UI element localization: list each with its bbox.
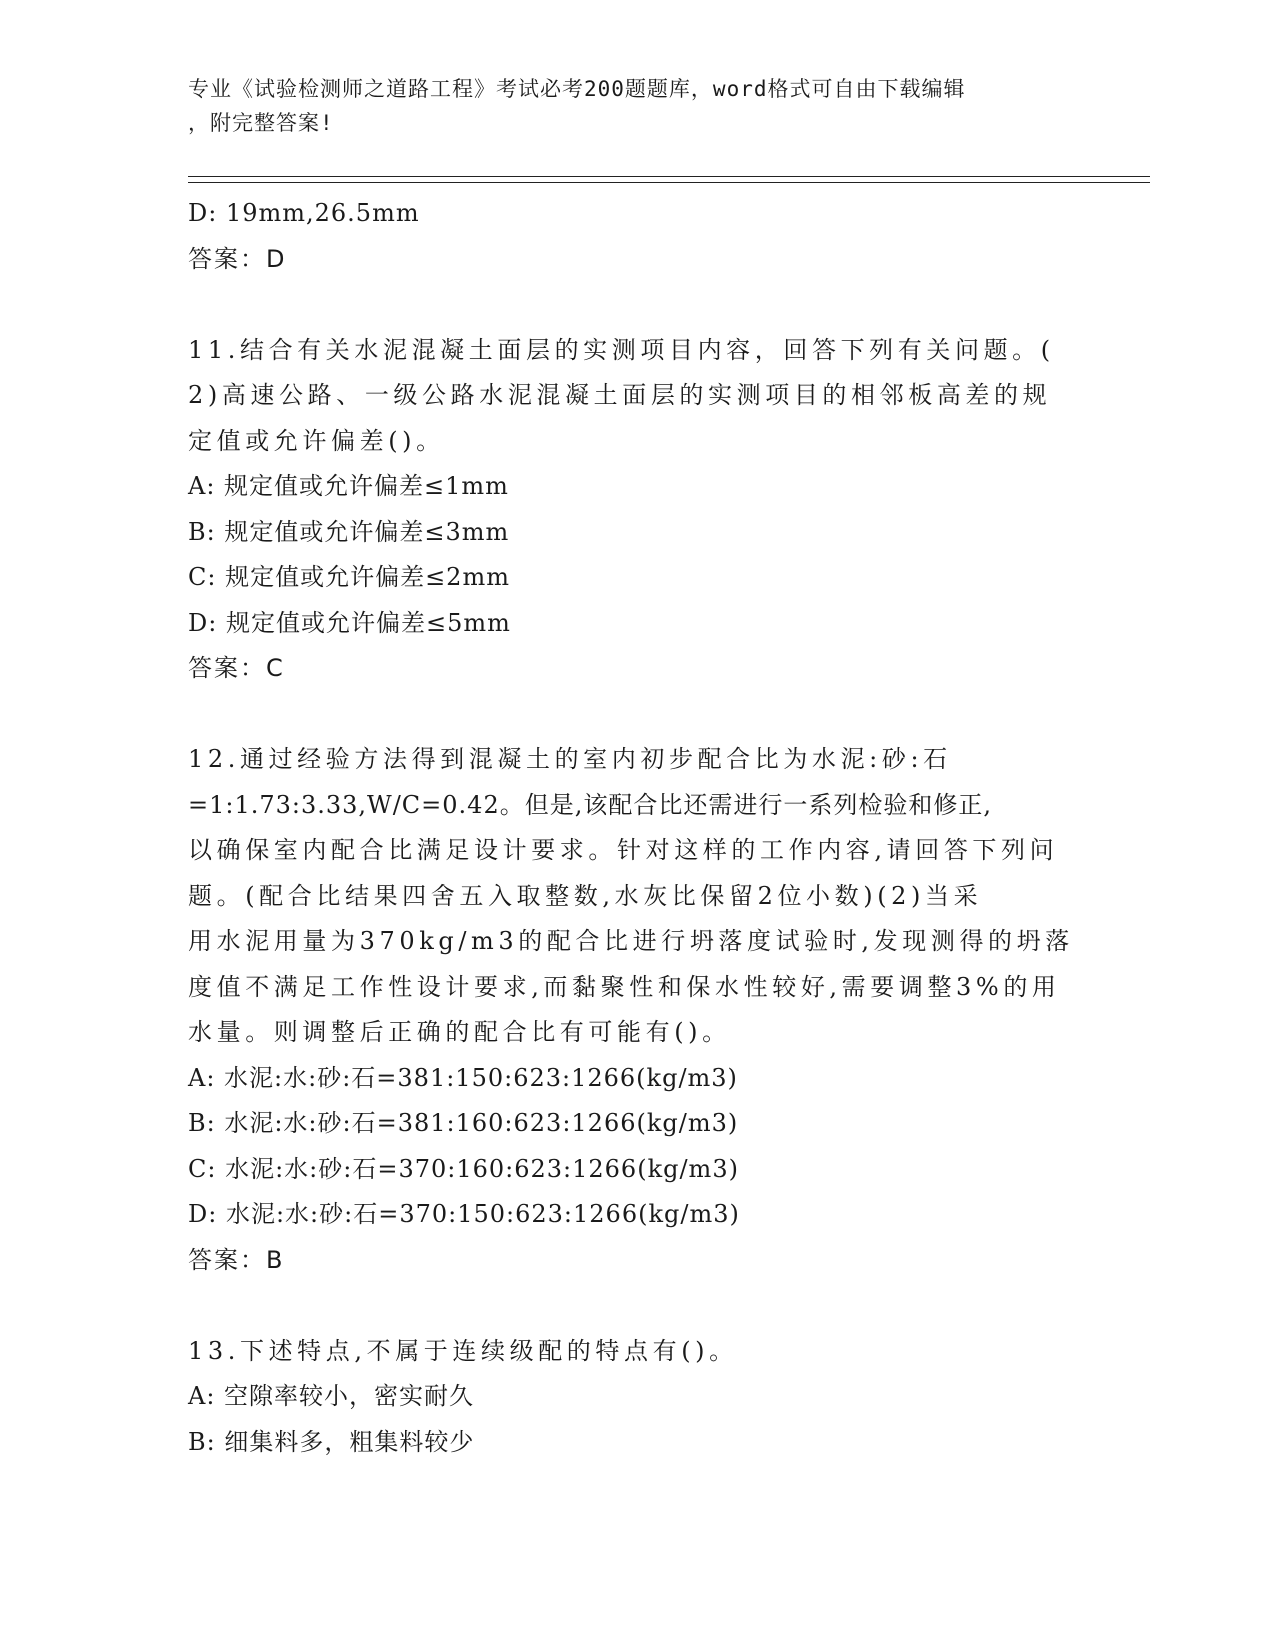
question-11-line-1: 11.结合有关水泥混凝土面层的实测项目内容，回答下列有关问题。(: [188, 335, 1055, 364]
question-12-answer: 答案：B: [188, 1245, 285, 1274]
question-12-option-c: C: 水泥:水:砂:石=370:160:623:1266(kg/m3): [188, 1154, 739, 1183]
question-12-line-6: 度值不满足工作性设计要求,而黏聚性和保水性较好,需要调整3%的用: [188, 972, 1061, 1001]
header-rule-bottom: [188, 182, 1150, 183]
prev-answer: 答案：D: [188, 244, 287, 273]
question-11-line-2: 2)高速公路、一级公路水泥混凝土面层的实测项目的相邻板高差的规: [188, 381, 1052, 409]
question-12-line-2: =1:1.73:3.33,W/C=0.42。但是,该配合比还需进行一系列检验和修正,: [188, 790, 992, 819]
question-11-option-c: C: 规定值或允许偏差≤2mm: [188, 563, 510, 591]
header-rule-top: [188, 176, 1150, 177]
spacer: [188, 692, 1088, 738]
question-11-option-d: D: 规定值或允许偏差≤5mm: [188, 608, 511, 637]
header-line-1: 专业《试验检测师之道路工程》考试必考200题题库，word格式可自由下载编辑: [188, 77, 966, 101]
question-12-option-b: B: 水泥:水:砂:石=381:160:623:1266(kg/m3): [188, 1109, 739, 1137]
question-12: [188, 737, 1088, 1283]
question-11: [188, 328, 1088, 692]
question-12-line-5: 用水泥用量为370kg/m3的配合比进行坍落度试验时,发现测得的坍落: [188, 927, 1074, 955]
question-13: [188, 1329, 1088, 1466]
document-body: [188, 191, 1088, 1465]
question-12-option-d: D: 水泥:水:砂:石=370:150:623:1266(kg/m3): [188, 1200, 740, 1228]
question-11-option-b: B: 规定值或允许偏差≤3mm: [188, 517, 510, 546]
question-11-answer: 答案：C: [188, 654, 285, 682]
question-12-option-a: A: 水泥:水:砂:石=381:150:623:1266(kg/m3): [188, 1063, 738, 1092]
question-12-line-7: 水量。则调整后正确的配合比有可能有()。: [188, 1018, 731, 1046]
question-12-line-4: 题。(配合比结果四舍五入取整数,水灰比保留2位小数)(2)当采: [188, 881, 983, 910]
question-11-option-a: A: 规定值或允许偏差≤1mm: [188, 472, 509, 500]
question-13-option-b: B: 细集料多，粗集料较少: [188, 1427, 475, 1456]
spacer: [188, 1283, 1088, 1329]
question-13-option-a: A: 空隙率较小，密实耐久: [188, 1382, 475, 1410]
spacer: [188, 282, 1088, 328]
page-header: [188, 72, 1068, 140]
question-11-line-3: 定值或允许偏差()。: [188, 426, 445, 455]
question-13-line-1: 13.下述特点,不属于连续级配的特点有()。: [188, 1336, 738, 1365]
prev-option-d: D: 19mm,26.5mm: [188, 199, 420, 227]
question-12-line-1: 12.通过经验方法得到混凝土的室内初步配合比为水泥:砂:石: [188, 745, 952, 773]
question-12-line-3: 以确保室内配合比满足设计要求。针对这样的工作内容,请回答下列问: [188, 836, 1059, 864]
header-line-2: ，附完整答案!: [188, 111, 334, 135]
